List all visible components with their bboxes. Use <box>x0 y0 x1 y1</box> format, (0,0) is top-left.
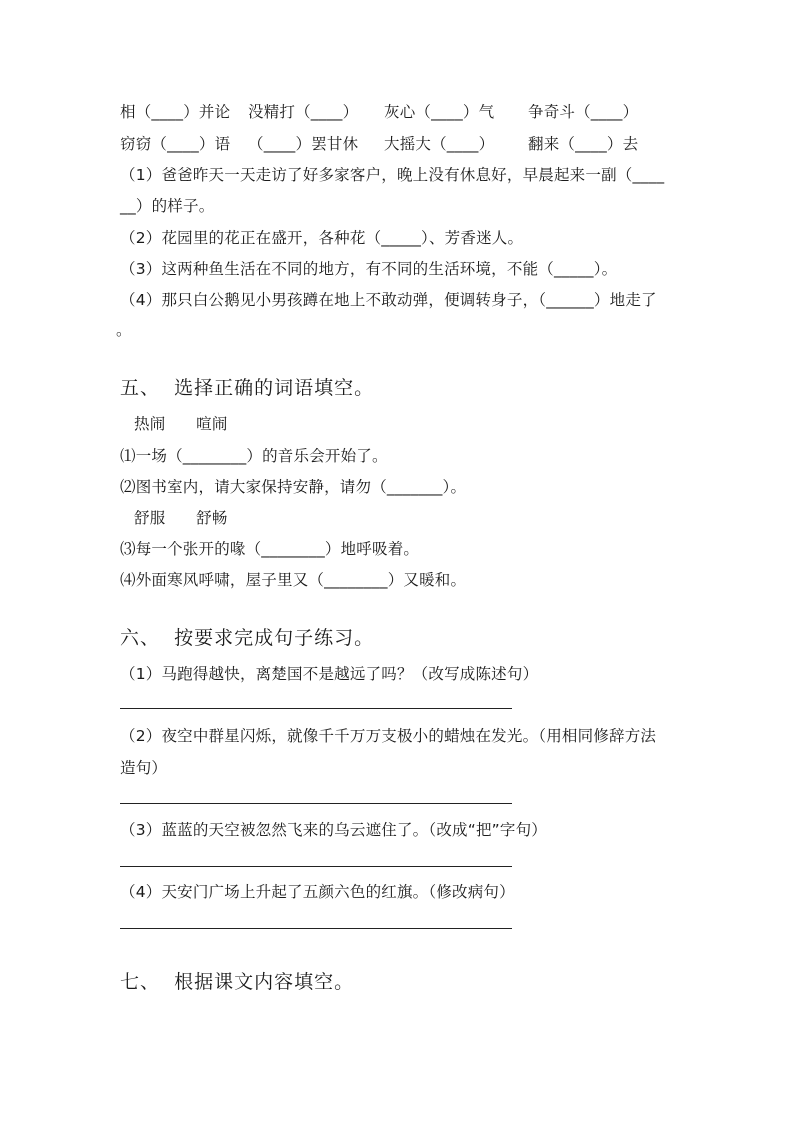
section-7-heading: 七、 根据课文内容填空。 <box>120 971 355 993</box>
idiom-item: （____）罢甘休 <box>248 135 359 153</box>
idiom-item: 争奇斗（____） <box>528 103 639 121</box>
sentence-question: （2）夜空中群星闪烁，就像千千万万支极小的蜡烛在发光。（用相同修辞方法 <box>120 727 657 745</box>
idiom-sentence: （3）这两种鱼生活在不同的地方，有不同的生活环境，不能（_____）。 <box>120 260 618 278</box>
sentence-question: （4）天安门广场上升起了五颜六色的红旗。（修改病句） <box>120 883 515 901</box>
answer-line <box>120 803 512 804</box>
idiom-sentence: （2）花园里的花正在盛开，各种花（_____）、芳香迷人。 <box>120 229 524 247</box>
idiom-item: 灰心（____）气 <box>384 103 495 121</box>
answer-line <box>120 928 512 929</box>
idiom-sentence: （1）爸爸昨天一天走访了好多家客户，晚上没有休息好，早晨起来一副（____ <box>120 166 665 184</box>
answer-line <box>120 708 512 709</box>
sentence-question-continued: 造句） <box>120 759 168 777</box>
word-choice-group-2: 舒服 舒畅 <box>134 509 228 527</box>
idiom-item: 翻来（____）去 <box>528 135 639 153</box>
sentence-question: （3）蓝蓝的天空被忽然飞来的乌云遮住了。（改成“把”字句） <box>120 821 547 839</box>
choice-item: ⑵图书室内，请大家保持安静，请勿（_______）。 <box>120 478 467 496</box>
idiom-item: 大摇大（____） <box>384 135 495 153</box>
idiom-sentence: （4）那只白公鹅见小男孩蹲在地上不敢动弹，便调转身子，（______）地走了 <box>120 291 657 309</box>
idiom-sentence: __）的样子。 <box>120 197 215 215</box>
sentence-question: （1）马跑得越快，离楚国不是越远了吗？（改写成陈述句） <box>120 665 539 683</box>
idiom-sentence: 。 <box>116 321 132 339</box>
section-6-heading: 六、 按要求完成句子练习。 <box>120 627 375 649</box>
choice-item: ⑷外面寒风呼啸，屋子里又（________）又暖和。 <box>120 571 467 589</box>
idiom-item: 没精打（____） <box>248 103 359 121</box>
answer-line <box>120 866 512 867</box>
section-5-heading: 五、 选择正确的词语填空。 <box>120 377 375 399</box>
idiom-item: 窃窃（____）语 <box>120 135 231 153</box>
choice-item: ⑴一场（________）的音乐会开始了。 <box>120 447 388 465</box>
idiom-item: 相（____）并论 <box>120 103 231 121</box>
word-choice-group-1: 热闹 喧闹 <box>134 415 228 433</box>
choice-item: ⑶每一个张开的喙（________）地呼吸着。 <box>120 540 420 558</box>
